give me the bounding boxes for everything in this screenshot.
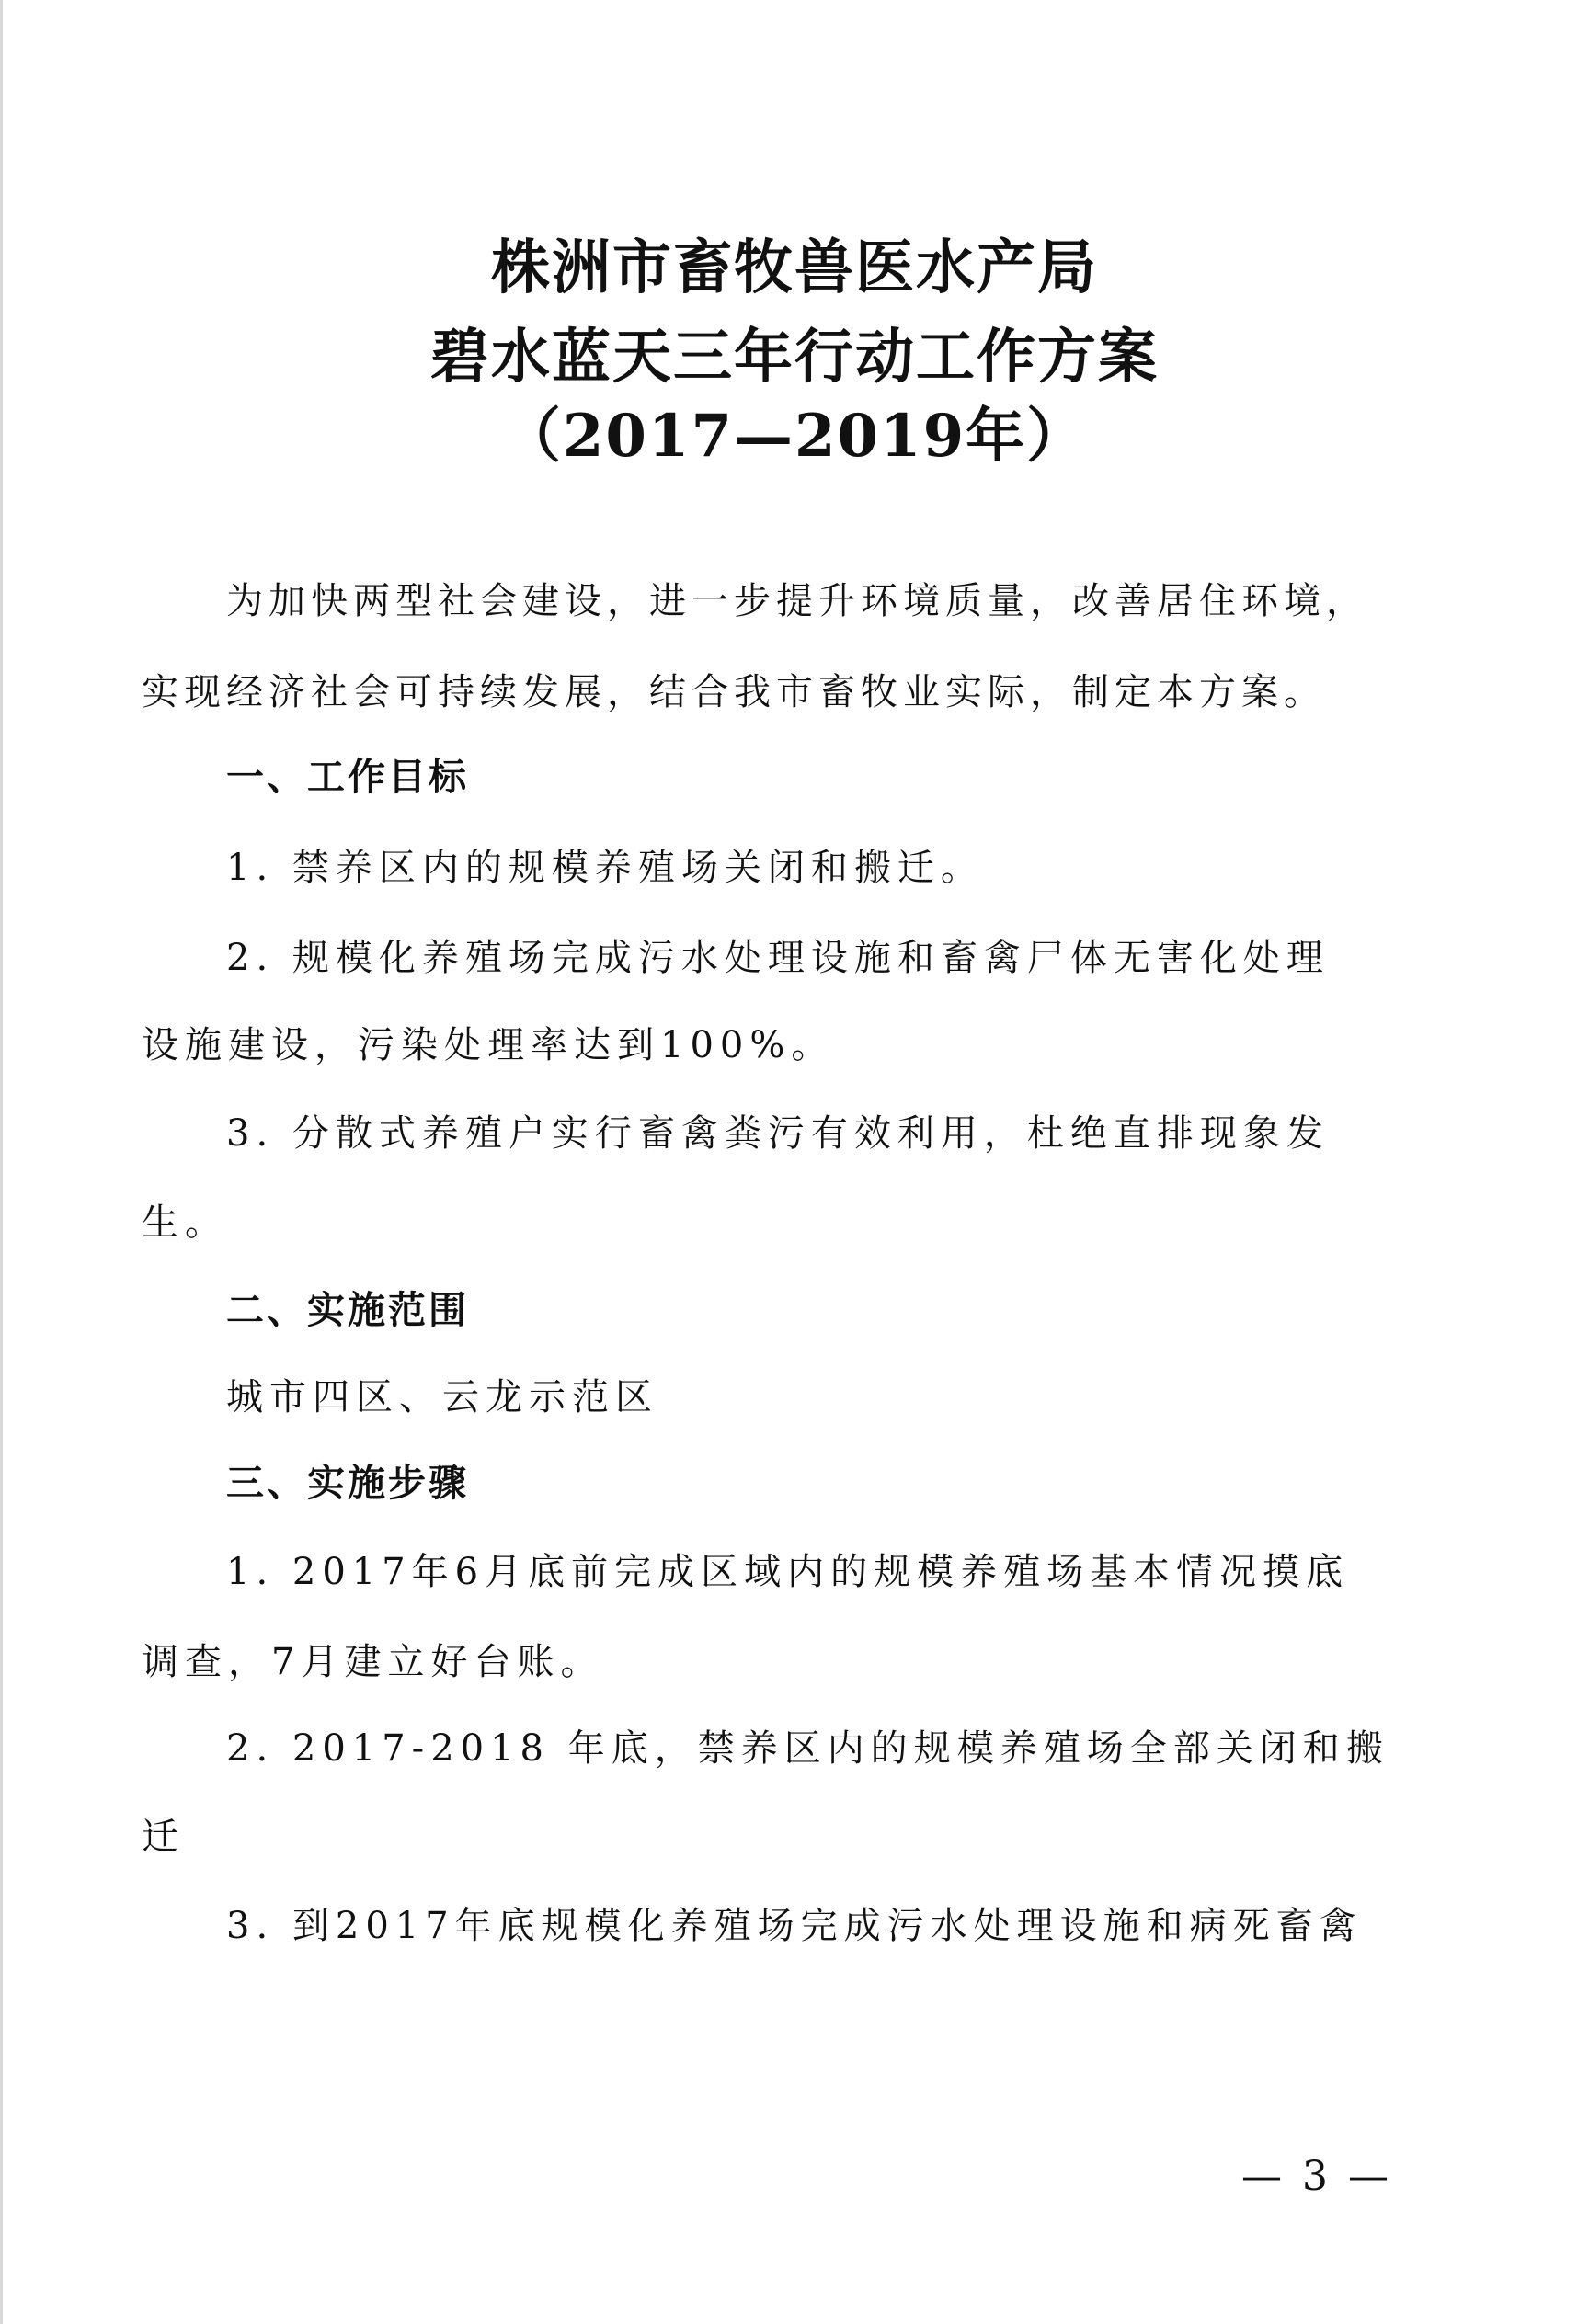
step-item-3-line-1: 3. 到2017年底规模化养殖场完成污水处理设施和病死畜禽 xyxy=(226,1905,1363,1947)
goal-item-3-line-2: 生。 xyxy=(142,1202,228,1244)
section-heading-scope: 二、实施范围 xyxy=(226,1288,469,1332)
scope-text: 城市四区、云龙示范区 xyxy=(226,1376,658,1418)
step-item-1-line-1: 1. 2017年6月底前完成区域内的规模养殖场基本情况摸底 xyxy=(226,1551,1350,1593)
goal-item-2-line-2: 设施建设，污染处理率达到100%。 xyxy=(142,1024,835,1066)
section-heading-steps: 三、实施步骤 xyxy=(226,1461,469,1505)
page-number: — 3 — xyxy=(1241,2153,1392,2200)
doc-title-line-3: （2017—2019年） xyxy=(501,402,1088,471)
doc-title-line-2: 碧水蓝天三年行动工作方案 xyxy=(430,324,1159,392)
step-item-2-line-2: 迁 xyxy=(142,1816,185,1858)
step-item-1-line-2: 调查，7月建立好台账。 xyxy=(142,1641,604,1683)
goal-item-2-line-1: 2. 规模化养殖场完成污水处理设施和畜禽尸体无害化处理 xyxy=(226,937,1330,979)
doc-title-line-1: 株洲市畜牧兽医水产局 xyxy=(491,234,1098,302)
intro-line-2: 实现经济社会可持续发展，结合我市畜牧业实际，制定本方案。 xyxy=(142,671,1326,713)
section-heading-goals: 一、工作目标 xyxy=(226,755,469,799)
intro-line-1: 为加快两型社会建设，进一步提升环境质量，改善居住环境， xyxy=(226,580,1368,622)
step-item-2-line-1: 2. 2017-2018 年底，禁养区内的规模养殖场全部关闭和搬 xyxy=(226,1727,1389,1770)
goal-item-3-line-1: 3. 分散式养殖户实行畜禽粪污有效利用，杜绝直排现象发 xyxy=(226,1112,1330,1155)
goal-item-1: 1. 禁养区内的规模养殖场关闭和搬迁。 xyxy=(226,847,984,889)
